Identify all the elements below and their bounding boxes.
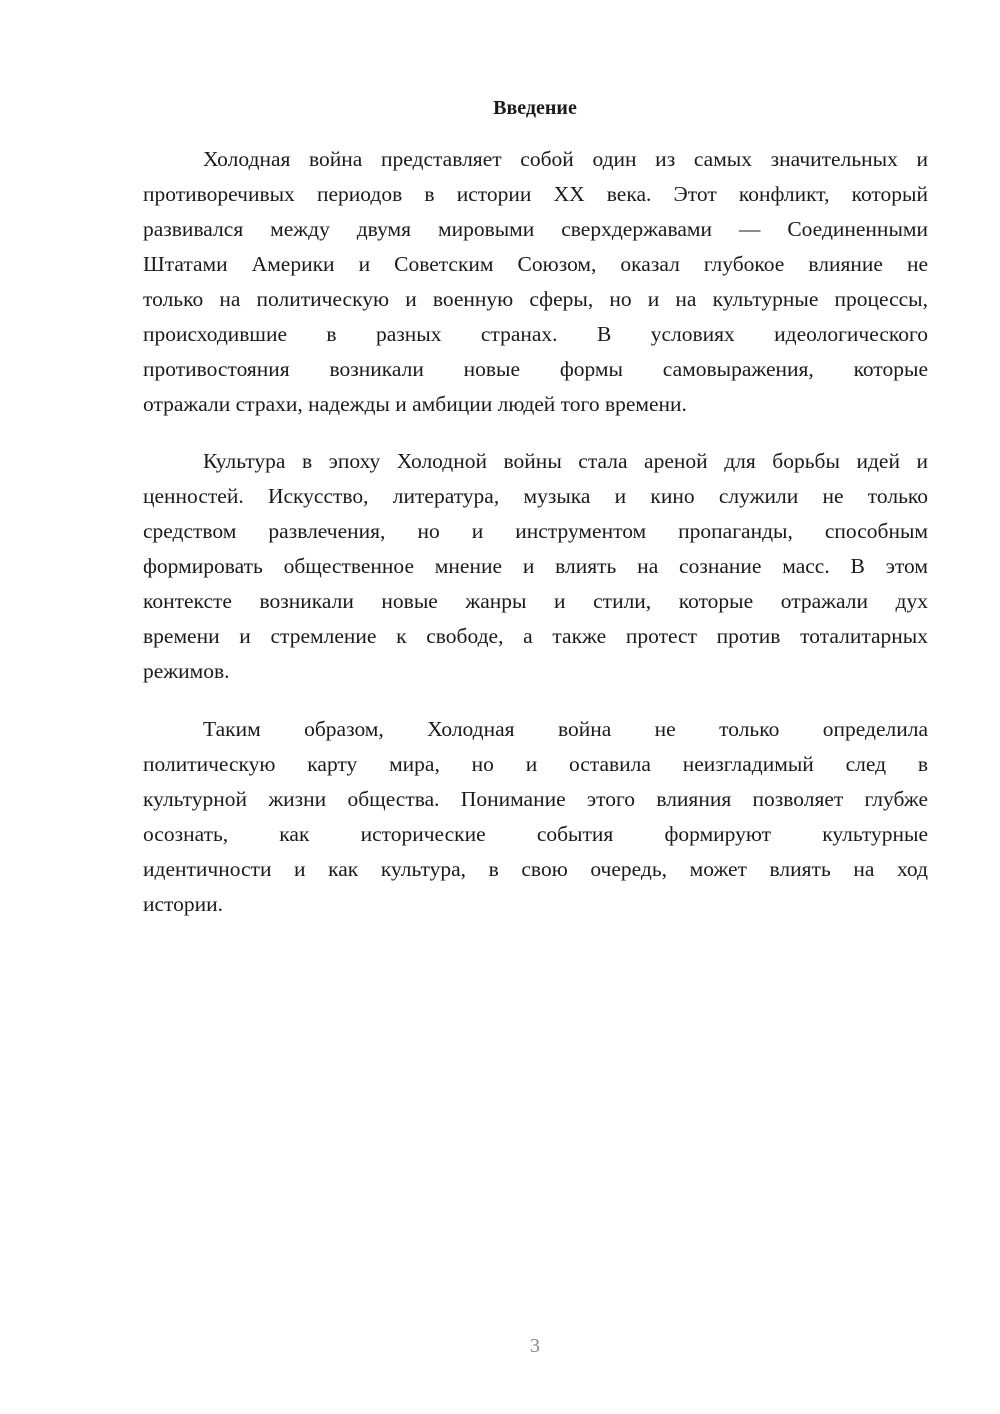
text-line: культурной жизни общества. Понимание этого влияния позволяет глубже	[143, 787, 928, 811]
text-line: контексте возникали новые жанры и стили, которые отражали дух	[143, 589, 928, 613]
text-line: развивался между двумя мировыми сверхдержавами — Соединенными	[143, 217, 928, 241]
paragraph-3	[143, 712, 928, 922]
text-line: отражали страхи, надежды и амбиции людей того времени.	[143, 392, 687, 416]
text-line: Таким образом, Холодная война не только определила	[203, 717, 928, 741]
text-line: Холодная война представляет собой один из самых значительных и	[203, 147, 928, 171]
text-line: формировать общественное мнение и влиять на сознание масс. В этом	[143, 554, 928, 578]
text-line: происходившие в разных странах. В условиях идеологического	[143, 322, 928, 346]
page-title: Введение	[493, 97, 577, 119]
text-line: Штатами Америки и Советским Союзом, оказал глубокое влияние не	[143, 252, 928, 276]
paragraph-1	[143, 142, 928, 422]
text-line: средством развлечения, но и инструментом пропаганды, способным	[143, 519, 928, 543]
text-line: осознать, как исторические события формируют культурные	[143, 822, 928, 846]
page-number: 3	[530, 1335, 540, 1357]
text-line: ценностей. Искусство, литература, музыка и кино служили не только	[143, 484, 928, 508]
text-line: истории.	[143, 892, 224, 916]
text-line: времени и стремление к свободе, а также протест против тоталитарных	[143, 624, 928, 648]
text-line: режимов.	[143, 659, 230, 683]
text-line: противоречивых периодов в истории XX века. Этот конфликт, который	[143, 182, 928, 206]
text-line: противостояния возникали новые формы самовыражения, которые	[143, 357, 928, 381]
text-line: Культура в эпоху Холодной войны стала ареной для борьбы идей и	[203, 449, 928, 473]
text-line: идентичности и как культура, в свою очередь, может влиять на ход	[143, 857, 928, 881]
paragraph-2	[143, 444, 928, 689]
text-line: политическую карту мира, но и оставила неизгладимый след в	[143, 752, 928, 776]
text-line: только на политическую и военную сферы, но и на культурные процессы,	[143, 287, 928, 311]
